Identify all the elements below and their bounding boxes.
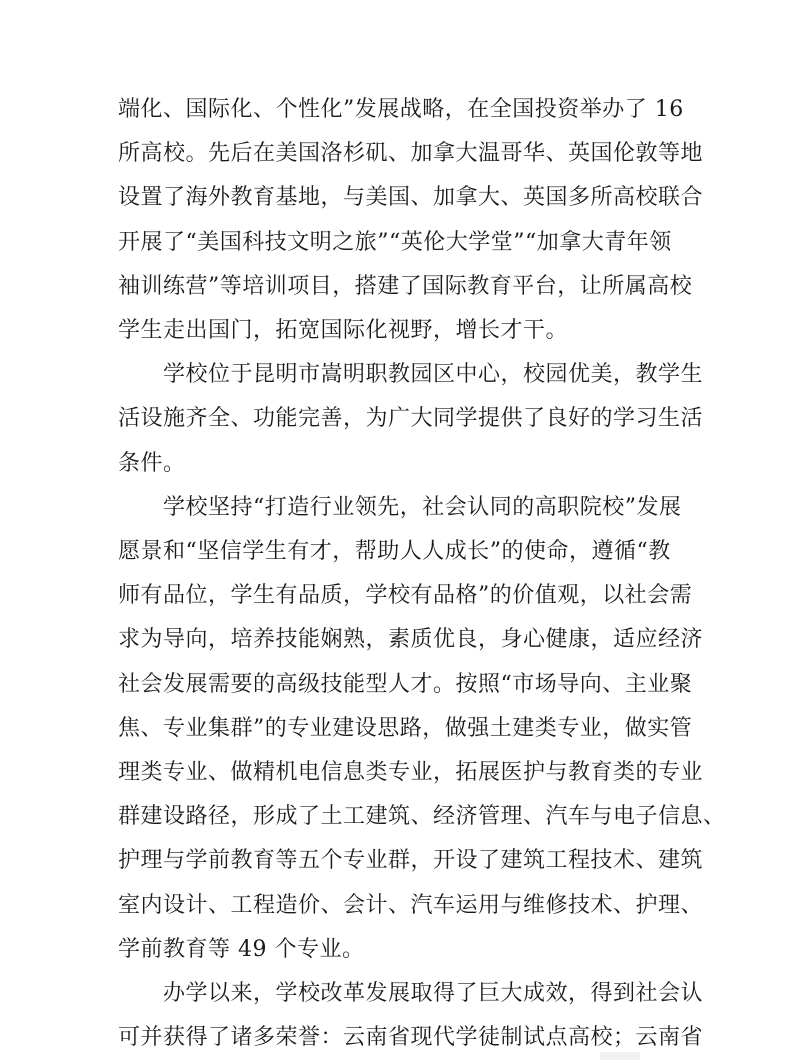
text-line-10: 学校坚持“打造行业领先，社会认同的高职院校”发展 [163, 494, 682, 520]
text-line-9: 条件。 [118, 450, 186, 476]
text-line-14: 社会发展需要的高级技能型人才。按照“市场导向、主业聚 [118, 671, 693, 697]
text-line-5: 袖训练营”等培训项目，搭建了国际教育平台，让所属高校 [118, 273, 693, 299]
text-line-16: 理类专业、做精机电信息类专业，拓展医护与教育类的专业 [118, 760, 704, 785]
text-line-4: 开展了“美国科技文明之旅”“英伦大学堂”“加拿大青年领 [118, 229, 672, 255]
text-line-11: 愿景和“坚信学生有才，帮助人人成长”的使命，遵循“教 [118, 539, 671, 564]
text-line-18: 护理与学前教育等五个专业群，开设了建筑工程技术、建筑 [118, 848, 704, 874]
text-line-8: 活设施齐全、功能完善，为广大同学提供了良好的学习生活 [118, 406, 704, 432]
text-line-1: 端化、国际化、个性化”发展战略，在全国投资举办了 16 [118, 97, 684, 122]
text-line-13: 求为导向，培养技能娴熟，素质优良，身心健康，适应经济 [118, 627, 704, 653]
text-line-12: 师有品位，学生有品质，学校有品格”的价值观，以社会需 [118, 583, 693, 609]
text-line-15: 焦、专业集群”的专业建设思路，做强土建类专业，做实管 [118, 715, 693, 741]
text-line-17: 群建设路径，形成了土工建筑、经济管理、汽车与电子信息、 [118, 804, 726, 830]
text-line-2: 所高校。先后在美国洛杉矶、加拿大温哥华、英国伦敦等地 [118, 141, 704, 167]
text-line-3: 设置了海外教育基地，与美国、加拿大、英国多所高校联合 [118, 185, 704, 211]
text-line-22: 可并获得了诸多荣誉：云南省现代学徒制试点高校；云南省 [118, 1025, 704, 1051]
page-smudge [600, 1052, 640, 1060]
text-line-20: 学前教育等 49 个专业。 [118, 936, 365, 962]
text-line-19: 室内设计、工程造价、会计、汽车运用与维修技术、护理、 [118, 892, 704, 918]
text-line-21: 办学以来，学校改革发展取得了巨大成效，得到社会认 [163, 981, 704, 1006]
text-line-6: 学生走出国门，拓宽国际化视野，增长才干。 [118, 318, 569, 343]
text-line-7: 学校位于昆明市嵩明职教园区中心，校园优美，教学生 [163, 362, 704, 388]
